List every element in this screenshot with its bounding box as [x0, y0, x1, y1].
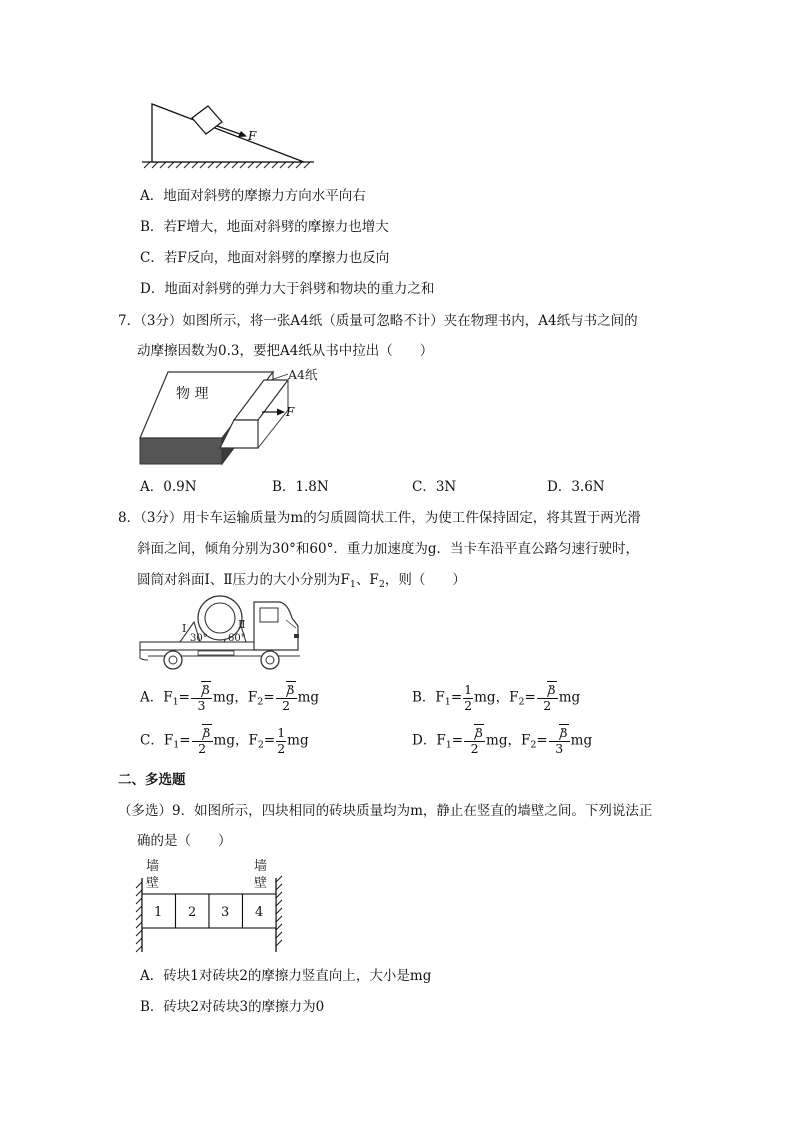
q7-stem-line2: 动摩擦因数为0.3，要把A4纸从书中拉出（ ） — [137, 343, 434, 359]
q6-option-b: B．若F增大，地面对斜劈的摩擦力也增大 — [140, 219, 389, 235]
q7-option-a: A．0.9N — [140, 479, 197, 495]
angle-60-label: 60° — [228, 633, 246, 644]
q6-option-a: A．地面对斜劈的摩擦力方向水平向右 — [140, 188, 366, 204]
book-figure — [138, 366, 338, 468]
force-label: F — [248, 129, 257, 143]
q8-stem-line1: 8．（3分）用卡车运输质量为m的匀质圆筒状工件，为使工件保持固定，将其置于两光滑 — [118, 510, 641, 526]
paper-force-label: F — [286, 405, 295, 419]
q8-stem-line2: 斜面之间，倾角分别为30°和60°．重力加速度为g．当卡车沿平直公路匀速行驶时， — [137, 541, 639, 557]
q9-option-a: A．砖块1对砖块2的摩擦力竖直向上，大小是mg — [140, 968, 432, 984]
brick-1-label: 1 — [154, 905, 163, 920]
left-wall-label-bottom: 壁 — [146, 876, 160, 891]
truck-figure — [138, 594, 306, 674]
section-title-multi-choice: 二、多选题 — [118, 772, 186, 788]
incline-figure — [138, 98, 318, 170]
incline-II-label: Ⅱ — [238, 618, 246, 631]
right-wall-label-bottom: 壁 — [254, 876, 268, 891]
book-spine — [140, 438, 222, 464]
q7-option-b: B．1.8N — [272, 479, 329, 495]
q8-option-a: A．$F_1=$ $\frac{3}{3}$ mg，$F_2=$ $\frac{3}{2}$ mg — [140, 682, 320, 713]
bricks-figure — [128, 856, 284, 956]
q6-option-d: D．地面对斜劈的弹力大于斜劈和物块的重力之和 — [140, 281, 435, 297]
right-wall-label-top: 墙 — [254, 859, 268, 874]
wedge — [152, 104, 304, 162]
q7-option-d: D．3.6N — [547, 479, 605, 495]
brick-3-label: 3 — [221, 905, 230, 920]
brick-2-label: 2 — [188, 905, 197, 920]
q8-option-d: D．$F_1=$ $\frac{3}{2}$ mg，$F_2=$ $\frac{3}{3}$ mg — [412, 725, 593, 756]
q9-stem-line2: 确的是（ ） — [137, 833, 232, 849]
angle-30-label: 30° — [190, 633, 208, 644]
q7-option-c: C．3N — [412, 479, 457, 495]
q9-option-b: B．砖块2对砖块3的摩擦力为0 — [140, 999, 325, 1015]
q8-option-b: B．$F_1=$ $\frac{1}{2}$ mg，$F_2=$ $\frac{3}{2}$ mg — [412, 682, 581, 713]
q7-stem-line1: 7．（3分）如图所示，将一张A4纸（质量可忽略不计）夹在物理书内，A4纸与书之间的 — [118, 313, 638, 329]
q8-stem-line3: 圆筒对斜面Ⅰ、Ⅱ压力的大小分别为$F_1$、$F_2$，则（ ） — [137, 572, 466, 590]
paper-label: A4纸 — [288, 367, 318, 382]
q9-stem-line1: （多选）9．如图所示，四块相同的砖块质量均为m，静止在竖直的墙壁之间。下列说法正 — [118, 803, 653, 819]
q8-option-c: C．$F_1=$ $\frac{3}{2}$ mg，$F_2=$ $\frac{1}{2}$ mg — [140, 725, 309, 756]
brick-4-label: 4 — [255, 905, 264, 920]
book-label: 物 理 — [176, 386, 209, 402]
incline-I-label: Ⅰ — [182, 622, 187, 635]
left-wall-label-top: 墙 — [146, 859, 160, 874]
q6-option-c: C．若F反向，地面对斜劈的摩擦力也反向 — [140, 250, 390, 266]
